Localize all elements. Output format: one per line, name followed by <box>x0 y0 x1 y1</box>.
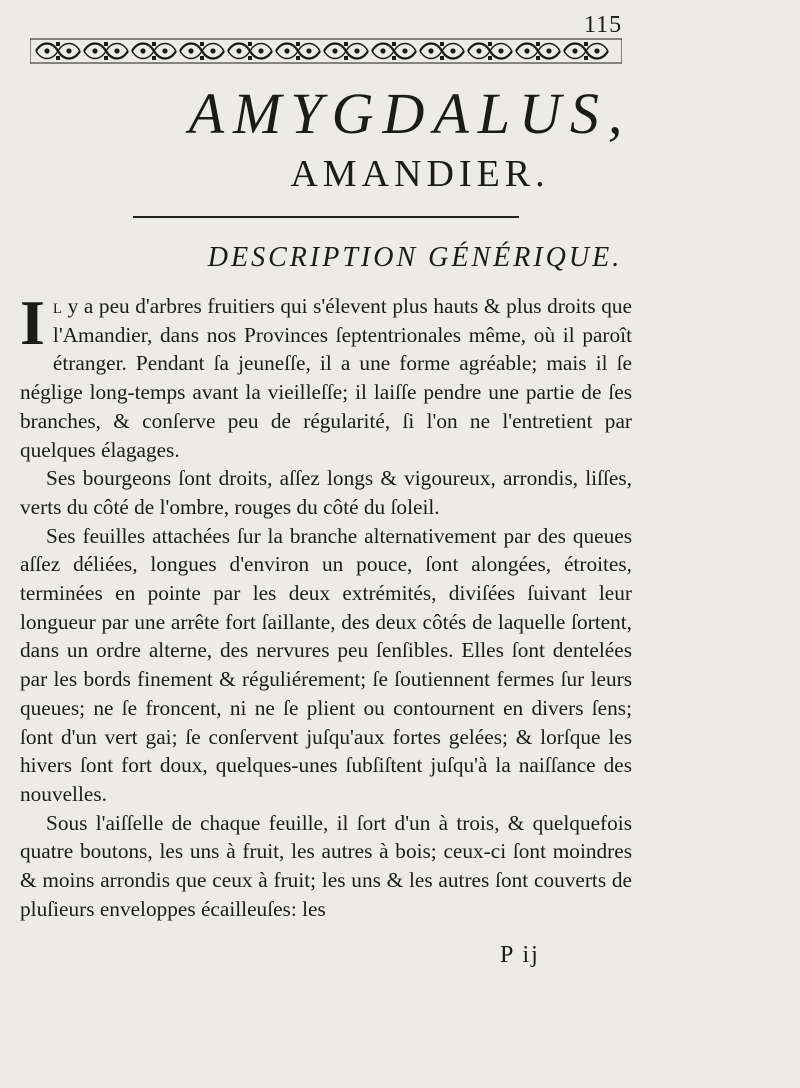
page-subtitle: AMANDIER. <box>290 153 550 195</box>
page-title: AMYGDALUS, <box>188 81 632 146</box>
drop-cap-lead: l <box>52 294 63 318</box>
paragraph-4: Sous l'aiſſelle de chaque feuille, il ſort d'un à trois, & quelquefois quatre boutons, les uns à fruit, les autres à bois; ceux-ci ſont moindres & moins arrondis que ceux à fruit; les uns & les autres ſont couverts de pluſieurs enveloppes écailleuſes: les <box>20 810 632 921</box>
section-heading: DESCRIPTION GÉNÉRIQUE. <box>207 242 623 273</box>
paragraph-2: Ses bourgeons ſont droits, aſſez longs & vigoureux, arrondis, liſſes, verts du côté de l'ombre, rouges du côté du ſoleil. <box>20 466 632 519</box>
drop-cap: I <box>20 287 45 358</box>
page-number: 115 <box>584 12 623 38</box>
paragraph-1-text: y a peu d'arbres fruitiers qui s'élevent plus hauts & plus droits que l'Amandier, dans nos Provinces ſeptentrionales même, où il paroît étranger. Pendant ſa jeuneſſe, il a une forme agréable; mais il ſe néglige long-temps avant la vieilleſſe; il laiſſe pendre une partie de ſes branches, & conſerve peu de régularité, ſi l'on ne l'entretient par quelques élagages. <box>20 294 632 462</box>
title-rule <box>133 216 519 218</box>
body-text <box>20 287 632 923</box>
signature-mark: P ij <box>500 942 540 968</box>
paragraph-1 <box>20 287 632 464</box>
ornamental-border-icon <box>30 38 622 64</box>
paragraph-3: Ses feuilles attachées ſur la branche alternativement par des queues aſſez déliées, longues d'environ un pouce, ſont alongées, étroites, terminées en pointe par les deux extrémités, diviſées ſuivant leur longueur par une arrête fort ſaillante, des deux côtés de laquelle ſortent, dans un ordre alterne, des nervures peu ſenſibles. Elles ſont dentelées par les bords finement & réguliérement; ſe ſoutiennent fermes ſur leurs queues; ne ſe froncent, ni ne ſe plient ou contournent en divers ſens; ſont d'un vert gai; ſe conſervent juſqu'aux fortes gelées; & lorſque les hivers ſont fort doux, quelques-unes ſubſiſtent juſqu'à la naiſſance des nouvelles. <box>20 523 632 806</box>
